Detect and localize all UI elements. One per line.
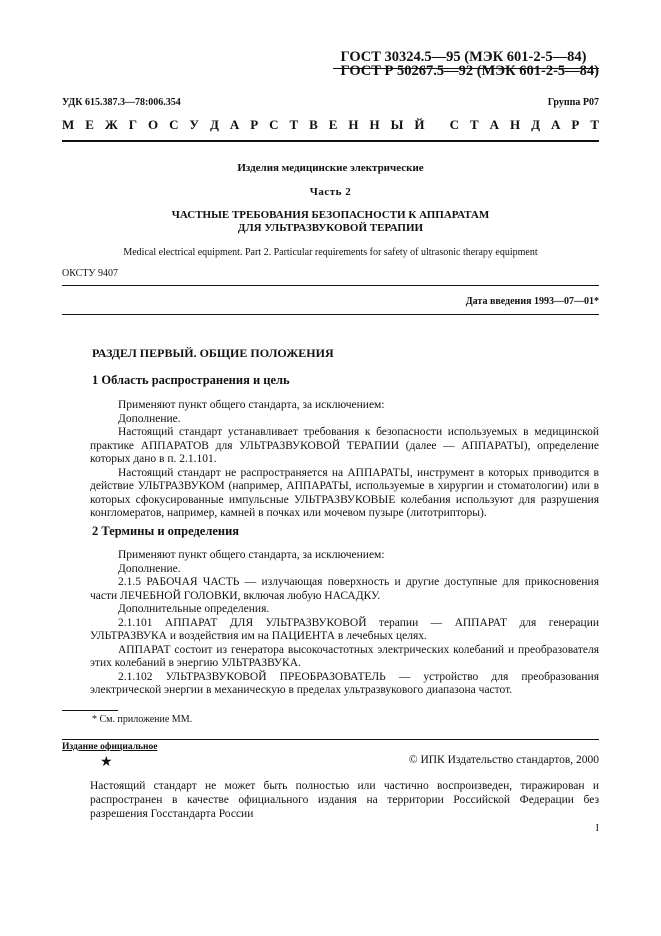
- paragraph: Дополнение.: [118, 562, 181, 575]
- paragraph: Применяют пункт общего стандарта, за исключением:: [118, 399, 385, 411]
- paragraph: Применяют пункт общего стандарта, за исключением:: [118, 549, 385, 561]
- banner-letter: Е: [85, 117, 94, 132]
- banner-letter: Т: [470, 117, 479, 132]
- standard-designation: [340, 50, 599, 78]
- banner-letter: Н: [348, 117, 359, 132]
- divider: [62, 314, 599, 315]
- official-edition: Издание официальное: [62, 742, 158, 752]
- banner-letter: Н: [510, 117, 521, 132]
- interstate-standard-banner: [62, 117, 599, 133]
- divider: [62, 285, 599, 286]
- paragraph: АППАРАТ состоит из генератора высокочастотных электрических колебаний и преобразователя этих колебаний в энергию УЛЬТРАЗВУКА.: [90, 643, 599, 669]
- header-rule: [333, 68, 599, 69]
- banner-letter: [435, 117, 438, 133]
- banner-letter: Е: [328, 117, 338, 132]
- banner-letter: Й: [414, 117, 425, 132]
- banner-letter: Т: [289, 117, 299, 132]
- banner-rule: [62, 140, 599, 142]
- banner-letter: Р: [571, 117, 580, 132]
- reproduction-notice: Настоящий стандарт не может быть полностью или частично воспроизведен, тиражирован и распространен в качестве официального издания на территории Российской Федерации без разрешения Госстандарта России: [90, 780, 599, 820]
- banner-letter: В: [309, 117, 318, 132]
- paragraph: 2.1.101 АППАРАТ ДЛЯ УЛЬТРАЗВУКОВОЙ терапии — АППАРАТ для генерации УЛЬТРАЗВУКА и воздействия им на ПАЦИЕНТА в лечебных целях.: [90, 616, 599, 642]
- banner-letter: А: [489, 117, 500, 132]
- banner-letter: Р: [250, 117, 259, 132]
- banner-letter: С: [449, 117, 460, 132]
- title-part: Часть 2: [309, 186, 352, 198]
- banner-letter: Д: [209, 117, 219, 132]
- footnote-rule: [62, 710, 118, 711]
- title-main: [62, 209, 599, 235]
- copyright: © ИПК Издательство стандартов, 2000: [408, 754, 599, 766]
- title-main-line2: ДЛЯ УЛЬТРАЗВУКОВОЙ ТЕРАПИИ: [237, 222, 424, 234]
- banner-letter: А: [229, 117, 240, 132]
- standard-number-2: ГОСТ Р 50267.5—92 (МЭК 601-2-5—84): [340, 63, 599, 79]
- paragraph: 2.1.5 РАБОЧАЯ ЧАСТЬ — излучающая поверхность и другие доступные для прикосновения части ЛЕЧЕБНОЙ ГОЛОВКИ, включая любую НАСАДКУ.: [90, 576, 599, 602]
- paragraph: Настоящий стандарт устанавливает требования к безопасности используемых в медицинской практике АППАРАТОВ для УЛЬТРАЗВУКОВОЙ ТЕРАПИИ (далее — АППАРАТЫ), определение которых дано в п. 2.1.101.: [90, 426, 599, 465]
- page-number: I: [595, 823, 599, 834]
- banner-letter: Г: [128, 117, 137, 132]
- banner-letter: У: [189, 117, 199, 132]
- banner-letter: Д: [531, 117, 541, 132]
- okstu-code: ОКСТУ 9407: [62, 268, 119, 279]
- group-code: Группа Р07: [547, 97, 599, 108]
- title-main-line1: ЧАСТНЫЕ ТРЕБОВАНИЯ БЕЗОПАСНОСТИ К АППАРАТАМ: [171, 209, 490, 221]
- effective-date: Дата введения 1993—07—01*: [465, 296, 599, 307]
- footer-rule: [62, 739, 599, 740]
- banner-letter: Т: [590, 117, 599, 132]
- standard-number-1: ГОСТ 30324.5—95 (МЭК 601-2-5—84): [340, 49, 587, 65]
- paragraph: Дополнение.: [118, 412, 181, 425]
- section-heading: РАЗДЕЛ ПЕРВЫЙ. ОБЩИЕ ПОЛОЖЕНИЯ: [92, 346, 334, 360]
- banner-letter: О: [147, 117, 159, 132]
- title-category: Изделия медицинские электрические: [237, 162, 424, 174]
- footnote: * См. приложение ММ.: [92, 714, 193, 725]
- banner-letter: Н: [369, 117, 380, 132]
- banner-letter: М: [62, 117, 75, 132]
- scope-body: [90, 399, 599, 521]
- banner-letter: Ы: [390, 117, 404, 132]
- paragraph: 2.1.102 УЛЬТРАЗВУКОВОЙ ПРЕОБРАЗОВАТЕЛЬ — устройство для преобразования электрической энергии в механическую в пределах ультразвукового диапазона частот.: [90, 670, 599, 696]
- terms-body: [90, 549, 599, 698]
- banner-letter: С: [169, 117, 179, 132]
- title-english: Medical electrical equipment. Part 2. Particular requirements for safety of ultrasonic therapy equipment: [123, 247, 538, 258]
- star-icon: ★: [100, 755, 113, 770]
- heading-terms: 2 Термины и определения: [92, 524, 240, 538]
- udc-code: УДК 615.387.3—78:006.354: [62, 97, 181, 108]
- paragraph: Дополнительные определения.: [118, 603, 270, 615]
- paragraph: Настоящий стандарт не распространяется на АППАРАТЫ, инструмент в которых приводится в действие УЛЬТРАЗВУКОМ (например, АППАРАТЫ, используемые в хирургии и стоматологии) или в которых сфокусированные импульсные УЛЬТРАЗВУКОВЫЕ колебания используют для разрушения конгломератов, например, камней в почках или мочевом пузыре (литотрипторы).: [90, 466, 599, 519]
- banner-letter: А: [551, 117, 561, 132]
- banner-letter: С: [269, 117, 279, 132]
- banner-letter: Ж: [104, 117, 118, 132]
- heading-scope: 1 Область распространения и цель: [92, 373, 290, 387]
